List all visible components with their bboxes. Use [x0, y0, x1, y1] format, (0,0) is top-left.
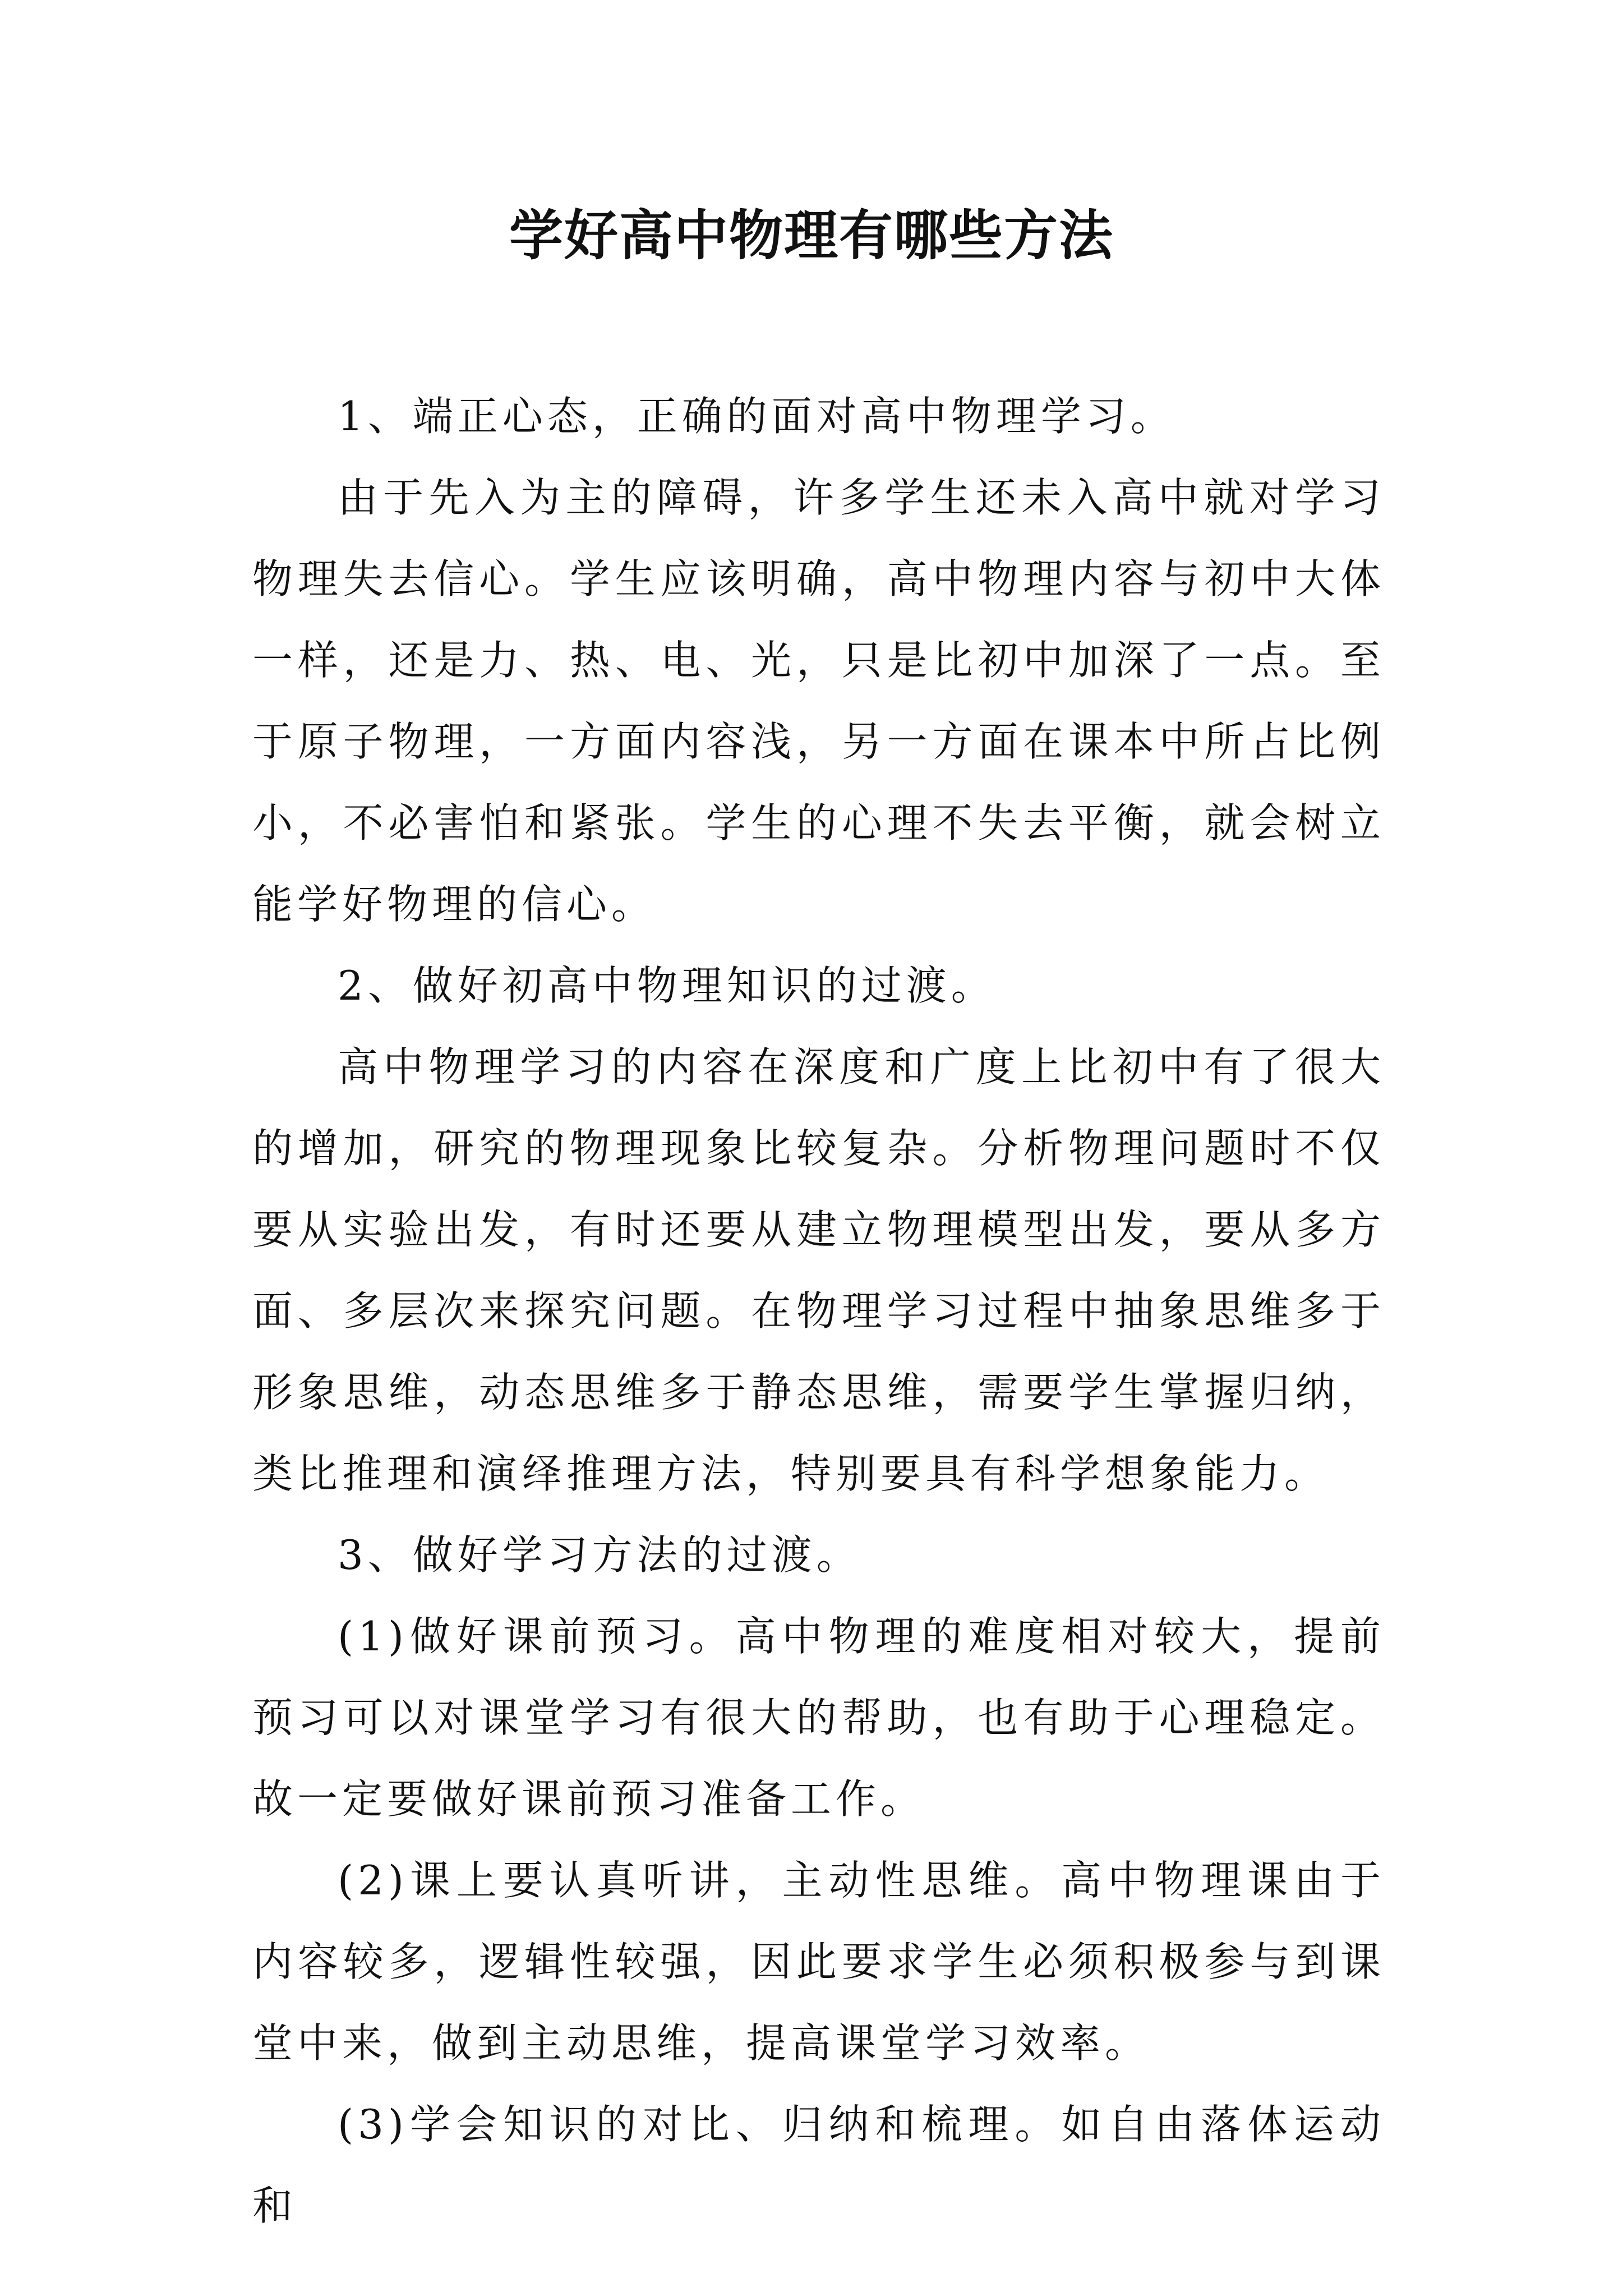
- paragraph-heading-1: 1、端正心态，正确的面对高中物理学习。: [338, 393, 1175, 440]
- paragraph: 高中物理学习的内容在深度和广度上比初中有了很大的增加，研究的物理现象比较复杂。分析物理问题时不仅要从实验出发，有时还要从建立物理模型出发，要从多方面、多层次来探究问题。在物理学习过程中抽象思维多于形象思维，动态思维多于静态思维，需要学生掌握归纳，类比推理和演绎推理方法，特别要具有科学想象能力。: [252, 1043, 1385, 1497]
- document-title: 学好高中物理有哪些方法: [509, 204, 1114, 267]
- paragraph-item-1: (1)做好课前预习。高中物理的难度相对较大，提前预习可以对课堂学习有很大的帮助，也有助于心理稳定。故一定要做好课前预习准备工作。: [252, 1613, 1385, 1823]
- paragraph-heading-2: 2、做好初高中物理知识的过渡。: [338, 962, 996, 1009]
- paragraph-item-2: (2)课上要认真听讲，主动性思维。高中物理课由于内容较多，逻辑性较强，因此要求学生必须积极参与到课堂中来，做到主动思维，提高课堂学习效率。: [252, 1857, 1385, 2067]
- paragraph: 由于先入为主的障碍，许多学生还未入高中就对学习物理失去信心。学生应该明确，高中物理内容与初中大体一样，还是力、热、电、光，只是比初中加深了一点。至于原子物理，一方面内容浅，另一方面在课本中所占比例小，不必害怕和紧张。学生的心理不失去平衡，就会树立能学好物理的信心。: [252, 474, 1385, 928]
- paragraph-item-3: (3)学会知识的对比、归纳和梳理。如自由落体运动和: [252, 2101, 1385, 2229]
- paragraph-heading-3: 3、做好学习方法的过渡。: [338, 1531, 861, 1579]
- document-body: [252, 376, 1385, 2247]
